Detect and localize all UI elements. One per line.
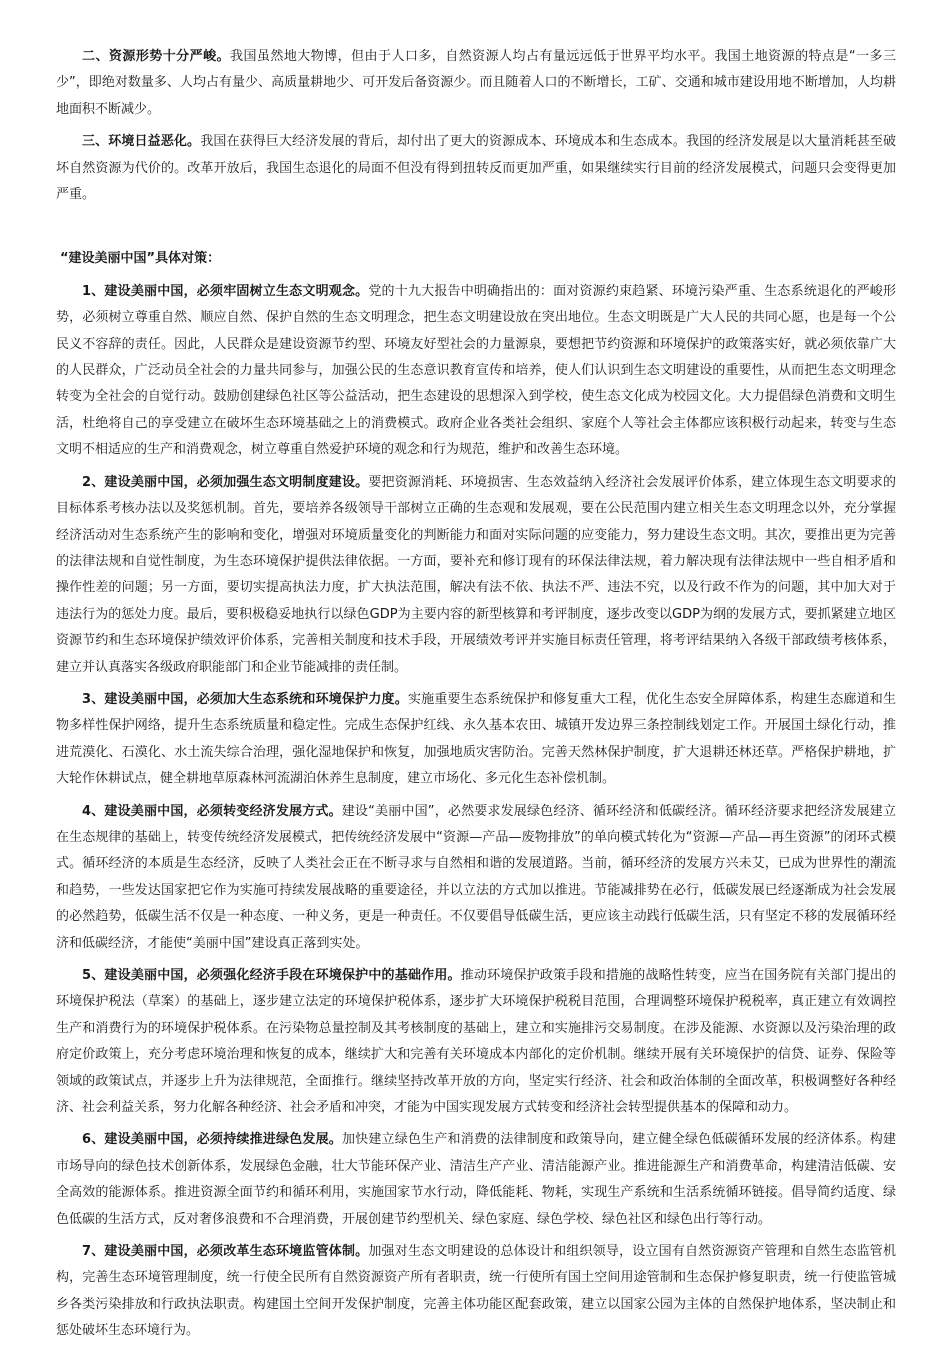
measure-paragraph-1 xyxy=(56,279,896,464)
measure-paragraph-5 xyxy=(56,963,896,1121)
document-page xyxy=(56,44,896,1345)
paragraph-lead: 5、建设美丽中国，必须强化经济手段在环境保护中的基础作用。 xyxy=(82,968,461,983)
paragraph-body: 加快建立绿色生产和消费的法律制度和政策导向，建立健全绿色低碳循环发展的经济体系。构建市场导向的绿色技术创新体系，发展绿色金融，壮大节能环保产业、清洁生产产业、清洁能源产业。推进能源生产和消费革命，构建清洁低碳、安全高效的能源体系。推进资源全面节约和循环利用，实施国家节水行动，降低能耗、物耗，实现生产系统和生活系统循环链接。倡导简约适度、绿色低碳的生活方式，反对奢侈浪费和不合理消费，开展创建节约型机关、绿色家庭、绿色学校、绿色社区和绿色出行等行动。 xyxy=(56,1132,896,1227)
paragraph-lead: 4、建设美丽中国，必须转变经济发展方式。 xyxy=(82,803,342,819)
paragraph-body: 推动环境保护政策手段和措施的战略性转变，应当在国务院有关部门提出的环境保护税法（草案）的基础上，逐步建立法定的环境保护税体系，逐步扩大环境保护税税目范围，合理调整环境保护税税率，真正建立有效调控生产和消费行为的环境保护税体系。在污染物总量控制及其考核制度的基础上，建立和实施排污交易制度。在涉及能源、水资源以及污染治理的政府定价政策上，充分考虑环境治理和恢复的成本，继续扩大和完善有关环境成本内部化的定价机制。继续开展有关环境保护的信贷、证券、保险等领域的政策试点，并逐步上升为法律规范，全面推行。继续坚持改革开放的方向，坚定实行经济、社会和政治体制的全面改革，积极调整好各种经济、社会利益关系，努力化解各种经济、社会矛盾和冲突，才能为中国实现发展方式转变和经济社会转型提供基本的保障和动力。 xyxy=(56,968,896,1116)
paragraph-lead: 7、建设美丽中国，必须改革生态环境监管体制。 xyxy=(82,1244,369,1260)
measure-paragraph-7 xyxy=(56,1239,896,1345)
paragraph-body: 建设“美丽中国”，必然要求发展绿色经济、循环经济和低碳经济。循环经济要求把经济发展建立在生态规律的基础上，转变传统经济发展模式，把传统经济发展中“资源—产品—废物排放”的单向模式转化为“资源—产品—再生资源”的闭环式模式。循环经济的本质是生态经济，反映了人类社会正在不断寻求与自然相和谐的发展道路。当前，循环经济的发展方兴未艾，已成为世界性的潮流和趋势，一些发达国家把它作为实施可持续发展战略的重要途径，并以立法的方式加以推进。节能减排势在必行，低碳发展已经逐渐成为社会发展的必然趋势，低碳生活不仅是一种态度、一种义务，更是一种责任。不仅要倡导低碳生活，更应该主动践行低碳生活，只有坚定不移的发展循环经济和低碳经济，才能使“美丽中国”建设真正落到实处。 xyxy=(56,803,896,951)
intro-paragraph-3 xyxy=(56,129,896,208)
section-heading: “建设美丽中国”具体对策： xyxy=(60,251,221,267)
measure-paragraph-4 xyxy=(56,799,896,957)
paragraph-lead: 1、建设美丽中国，必须牢固树立生态文明观念。 xyxy=(82,283,369,299)
intro-paragraph-2 xyxy=(56,44,896,123)
paragraph-body: 党的十九大报告中明确指出的：面对资源约束趋紧、环境污染严重、生态系统退化的严峻形势，必须树立尊重自然、顺应自然、保护自然的生态文明理念，把生态文明建设放在突出地位。生态文明既是广大人民的共同心愿，也是每一个公民义不容辞的责任。因此，人民群众是建设资源节约型、环境友好型社会的力量源泉，要想把节约资源和环境保护的政策落实好，就必须依靠广大的人民群众，广泛动员全社会的力量共同参与，加强公民的生态意识教育宣传和培养，使人们认识到生态文明建设的重要性，从而把生态文明理念转变为全社会的自觉行动。鼓励创建绿色社区等公益活动，把生态建设的思想深入到学校，使生态文化成为校园文化。大力提倡绿色消费和文明生活，杜绝将自己的享受建立在破坏生态环境基础之上的消费模式。政府企业各类社会组织、家庭个人等社会主体都应该积极行动起来，转变与生态文明不相适应的生产和消费观念，树立尊重自然爱护环境的观念和行为规范，维护和改善生态环境。 xyxy=(56,283,896,458)
paragraph-body: 加强对生态文明建设的总体设计和组织领导，设立国有自然资源资产管理和自然生态监管机构，完善生态环境管理制度，统一行使全民所有自然资源资产所有者职责，统一行使所有国土空间用途管制和生态保护修复职责，统一行使监管城乡各类污染排放和行政执法职责。构建国土空间开发保护制度，完善主体功能区配套政策，建立以国家公园为主体的自然保护地体系，坚决制止和惩处破坏生态环境行为。 xyxy=(56,1244,896,1339)
paragraph-body: 我国虽然地大物博，但由于人口多，自然资源人均占有量远远低于世界平均水平。我国土地资源的特点是“一多三少”，即绝对数量多、人均占有量少、高质量耕地少、可开发后备资源少。而且随着人口的不断增长，工矿、交通和城市建设用地不断增加，人均耕地面积不断减少。 xyxy=(56,49,896,117)
measure-paragraph-6 xyxy=(56,1127,896,1233)
paragraph-lead: 三、环境日益恶化。 xyxy=(82,134,201,150)
paragraph-body: 我国在获得巨大经济发展的背后，却付出了更大的资源成本、环境成本和生态成本。我国的经济发展是以大量消耗甚至破坏自然资源为代价的。改革开放后，我国生态退化的局面不但没有得到扭转反而更加严重，如果继续实行目前的经济发展模式，问题只会变得更加严重。 xyxy=(56,134,896,203)
measure-paragraph-3 xyxy=(56,687,896,793)
measure-paragraph-2 xyxy=(56,470,896,681)
paragraph-body: 实施重要生态系统保护和修复重大工程，优化生态安全屏障体系，构建生态廊道和生物多样性保护网络，提升生态系统质量和稳定性。完成生态保护红线、永久基本农田、城镇开发边界三条控制线划定工作。开展国土绿化行动，推进荒漠化、石漠化、水土流失综合治理，强化湿地保护和恢复，加强地质灾害防治。完善天然林保护制度，扩大退耕还林还草。严格保护耕地，扩大轮作休耕试点，健全耕地草原森林河流湖泊休养生息制度，建立市场化、多元化生态补偿机制。 xyxy=(56,691,896,787)
paragraph-lead: 二、资源形势十分严峻。 xyxy=(82,49,230,64)
paragraph-lead: 2、建设美丽中国，必须加强生态文明制度建设。 xyxy=(82,474,369,490)
paragraph-lead: 3、建设美丽中国，必须加大生态系统和环境保护力度。 xyxy=(82,691,408,707)
paragraph-lead: 6、建设美丽中国，必须持续推进绿色发展。 xyxy=(82,1132,342,1148)
paragraph-body: 要把资源消耗、环境损害、生态效益纳入经济社会发展评价体系，建立体现生态文明要求的目标体系考核办法以及奖惩机制。首先，要培养各级领导干部树立正确的生态观和发展观，要在公民范围内建立相关生态文明理念以外，充分掌握经济活动对生态系统产生的影响和变化，增强对环境质量变化的判断能力和面对实际问题的应变能力，努力建设生态文明。其次，要推出更为完善的法律法规和自觉性制度，为生态环境保护提供法律依据。一方面，要补充和修订现有的环保法律法规，着力解决现有法律法规中一些自相矛盾和操作性差的问题；另一方面，要切实提高执法力度，扩大执法范围，解决有法不依、执法不严、违法不究，以及行政不作为的问题，其中加大对于违法行为的惩处力度。最后，要积极稳妥地执行以绿色GDP为主要内容的新型核算和考评制度，逐步改变以GDP为纲的发展方式，要抓紧建立地区资源节约和生态环境保护绩效评价体系，完善相关制度和技术手段，开展绩效考评并实施目标责任管理，将考评结果纳入各级干部政绩考核体系，建立并认真落实各级政府职能部门和企业节能减排的责任制。 xyxy=(56,474,896,675)
